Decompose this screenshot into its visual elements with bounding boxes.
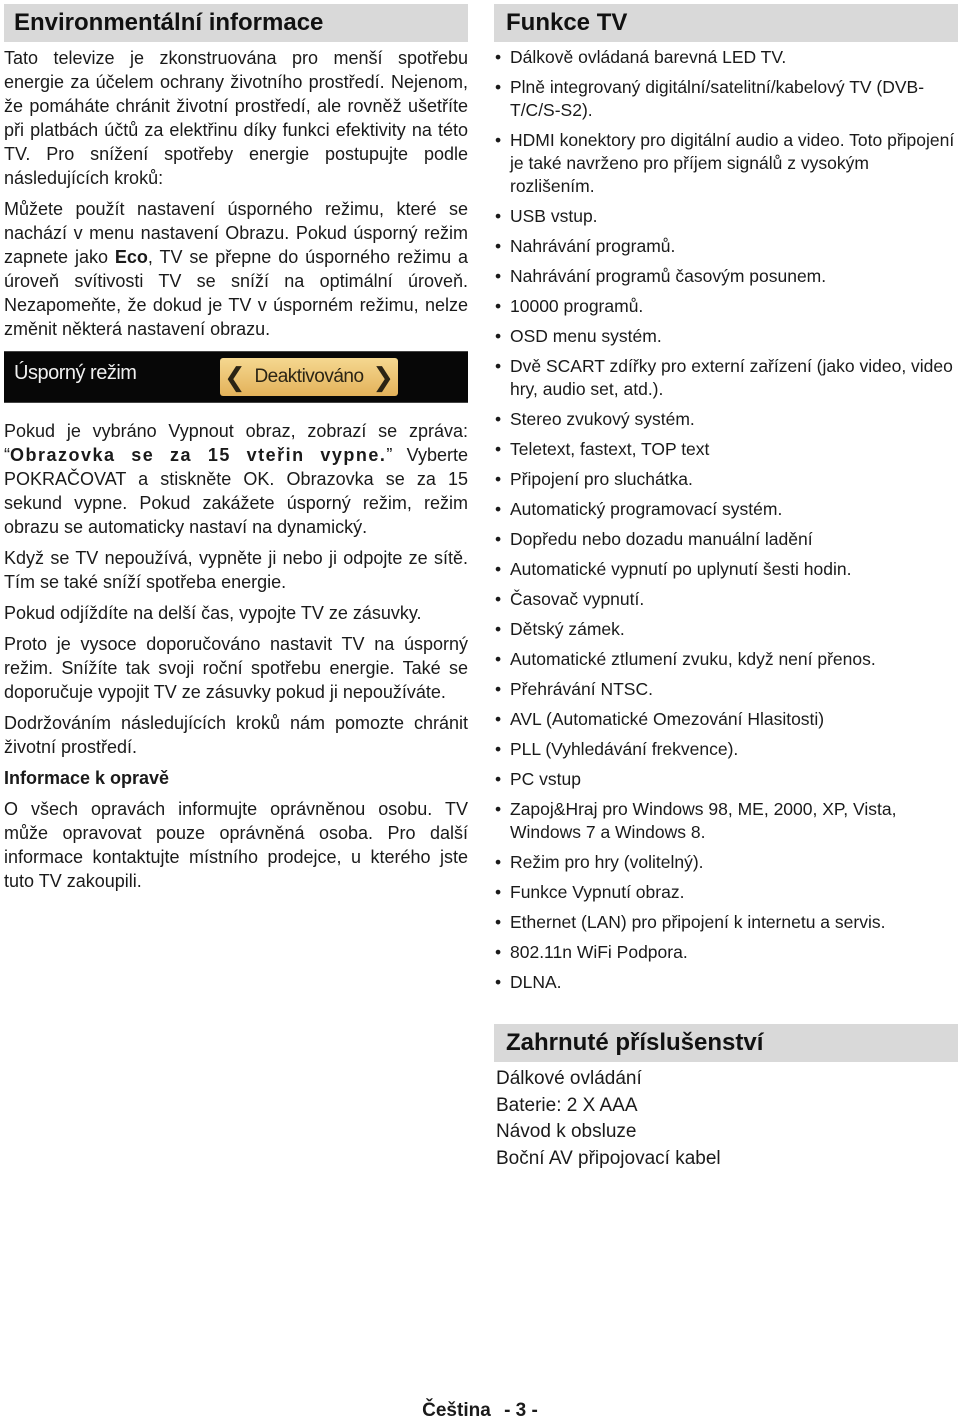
screen-off-message: Obrazovka se za 15 vteřin vypne. bbox=[10, 445, 387, 465]
paragraph-unplug: Když se TV nepoužívá, vypněte ji nebo ji odpojte ze sítě. Tím se také sníží spotřeba energie. bbox=[4, 548, 468, 592]
text: , TV se přepne do úsporného režimu a úroveň svítivosti TV se sníží na optimální úroveň. Nezapomeňte, že dokud je TV v úsporném režimu, nelze změnit některá nastavení obrazu. bbox=[4, 247, 469, 339]
repair-info-heading: Informace k opravě bbox=[4, 768, 170, 788]
eco-keyword: Eco bbox=[114, 247, 148, 267]
feature-item: • Nahrávání programů časovým posunem. bbox=[494, 265, 958, 288]
feature-item: • 10000 programů. bbox=[494, 295, 958, 318]
paragraph-help-environment: Dodržováním následujících kroků nám pomozte chránit životní prostředí. bbox=[4, 713, 468, 757]
accessory-item: Dálkové ovládání bbox=[496, 1068, 642, 1089]
osd-option-selector[interactable] bbox=[220, 358, 398, 396]
feature-item: • Režim pro hry (volitelný). bbox=[494, 851, 958, 874]
feature-item: • PC vstup bbox=[494, 768, 958, 791]
feature-item: • HDMI konektory pro digitální audio a video. Toto připojení je také navrženo pro příjem signálů z vysokým rozlišením. bbox=[494, 129, 958, 198]
osd-label: Úsporný režim bbox=[14, 362, 137, 384]
feature-item: • Dvě SCART zdířky pro externí zařízení (jako video, video hry, audio set, atd.). bbox=[494, 355, 958, 401]
text: ” Vyberte POKRAČOVAT a stiskněte OK. Obrazovka se za 15 sekund vypne. Pokud zakážete úsporný režim, režim obrazu se automaticky nastaví na dynamický. bbox=[4, 445, 468, 537]
osd-option-value: Deaktivováno bbox=[254, 366, 364, 387]
page-number: - 3 - bbox=[504, 1400, 538, 1421]
feature-item: • Automatické ztlumení zvuku, když není přenos. bbox=[494, 648, 958, 671]
accessory-item: Baterie: 2 X AAA bbox=[496, 1094, 638, 1116]
paragraph-recommendation: Proto je vysoce doporučováno nastavit TV na úsporný režim. Snížíte tak svoji roční spotřebu energie. Také se doporučuje vypojit TV ze zásuvky pokud ji nepoužíváte. bbox=[4, 634, 468, 702]
feature-item: • Ethernet (LAN) pro připojení k internetu a servis. bbox=[494, 911, 958, 934]
arrow-right-icon[interactable]: ❯ bbox=[372, 362, 394, 392]
text: Pokud je vybráno Vypnout obraz, zobrazí se zpráva: “ bbox=[4, 421, 468, 465]
feature-item: • Automatické vypnutí po uplynutí šesti hodin. bbox=[494, 558, 958, 581]
accessory-item: Boční AV připojovací kabel bbox=[496, 1147, 721, 1169]
text: Můžete použít nastavení úsporného režimu, které se nachází v menu nastavení Obrazu. Pokud úsporný režim zapnete jako bbox=[4, 199, 468, 267]
feature-item: • Dopředu nebo dozadu manuální ladění bbox=[494, 528, 958, 551]
feature-item: • AVL (Automatické Omezování Hlasitosti) bbox=[494, 708, 958, 731]
paragraph-long-absence: Pokud odjíždíte na delší čas, vypojte TV ze zásuvky. bbox=[4, 603, 422, 623]
features-section bbox=[494, 4, 958, 1001]
feature-item: • Zapoj&Hraj pro Windows 98, ME, 2000, XP, Vista, Windows 7 a Windows 8. bbox=[494, 798, 958, 844]
accessories-section bbox=[494, 1024, 958, 1172]
feature-item: • Automatický programovací systém. bbox=[494, 498, 958, 521]
section-title-accessories: Zahrnuté příslušenství bbox=[494, 1024, 958, 1062]
feature-item: • Teletext, fastext, TOP text bbox=[494, 438, 958, 461]
page-footer bbox=[0, 1400, 960, 1422]
feature-item: • Dálkově ovládaná barevná LED TV. bbox=[494, 46, 958, 69]
feature-item: • Nahrávání programů. bbox=[494, 235, 958, 258]
footer-language: Čeština bbox=[422, 1400, 491, 1421]
feature-item: • Připojení pro sluchátka. bbox=[494, 468, 958, 491]
feature-item: • PLL (Vyhledávání frekvence). bbox=[494, 738, 958, 761]
feature-item: • USB vstup. bbox=[494, 205, 958, 228]
section-title-environment: Environmentální informace bbox=[4, 4, 468, 42]
feature-item: • Stereo zvukový systém. bbox=[494, 408, 958, 431]
feature-item: • DLNA. bbox=[494, 971, 958, 994]
feature-list bbox=[494, 46, 958, 994]
feature-item: • 802.11n WiFi Podpora. bbox=[494, 941, 958, 964]
arrow-left-icon[interactable]: ❮ bbox=[224, 362, 246, 392]
environmental-section bbox=[4, 4, 468, 900]
feature-item: • Funkce Vypnutí obraz. bbox=[494, 881, 958, 904]
paragraph-eco-mode bbox=[4, 197, 468, 341]
osd-eco-mode-bar bbox=[4, 351, 468, 403]
feature-item: • Časovač vypnutí. bbox=[494, 588, 958, 611]
section-title-features: Funkce TV bbox=[494, 4, 958, 42]
paragraph-intro: Tato televize je zkonstruována pro menší spotřebu energie za účelem ochrany životního prostředí. Nejenom, že pomáháte chránit životní prostředí, ale rovněž ušetříte při platbách účtů za elektřinu díky funkci efektivity na této TV. Pro snížení spotřeby energie postupujte podle následujících kroků: bbox=[4, 48, 468, 188]
feature-item: • OSD menu systém. bbox=[494, 325, 958, 348]
feature-item: • Plně integrovaný digitální/satelitní/kabelový TV (DVB-T/C/S-S2). bbox=[494, 76, 958, 122]
accessory-item: Návod k obsluze bbox=[496, 1121, 637, 1142]
feature-item: • Dětský zámek. bbox=[494, 618, 958, 641]
feature-item: • Přehrávání NTSC. bbox=[494, 678, 958, 701]
paragraph-repair: O všech opravách informujte oprávněnou osobu. TV může opravovat pouze oprávněná osoba. Pro další informace kontaktujte místního prodejce, u kterého jste tuto TV zakoupili. bbox=[4, 799, 468, 891]
paragraph-picture-off bbox=[4, 419, 468, 539]
